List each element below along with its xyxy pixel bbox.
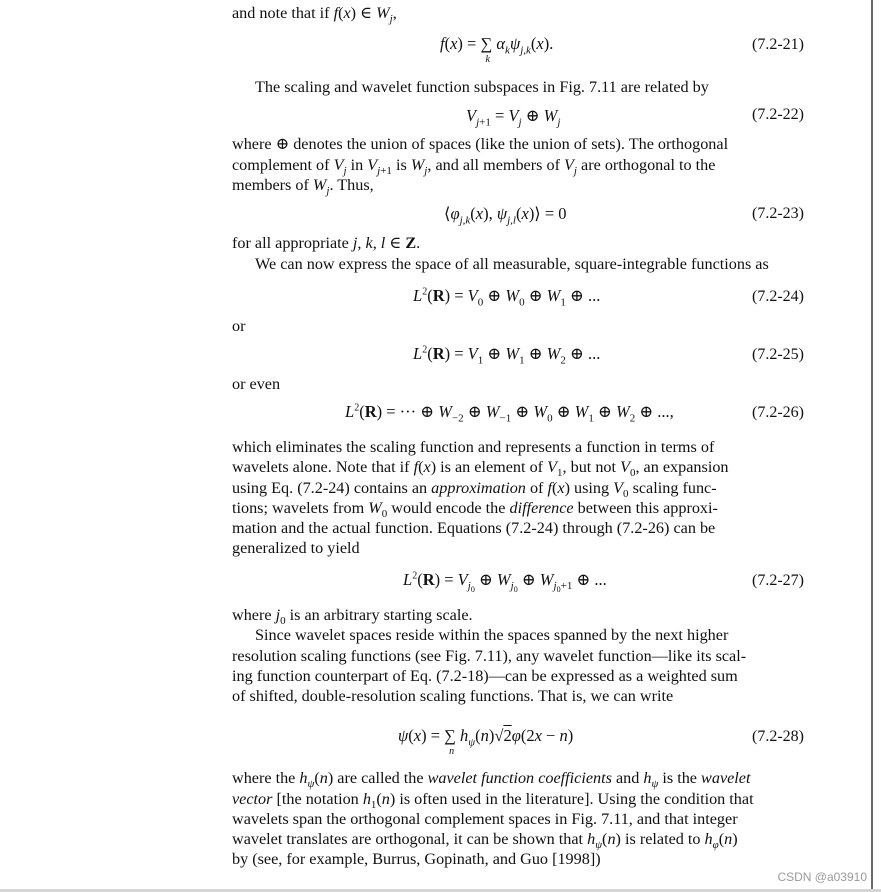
equation-7-2-24: $L^2(R) = V_0$ ⊕ $W_0$ ⊕ $W_1$ ⊕ ...: [413, 286, 601, 309]
text-line: We can now express the space of all measurable, square-integrable functions as: [255, 255, 769, 273]
equation-number: (7.2-25): [752, 346, 804, 363]
equation-number: (7.2-21): [752, 36, 804, 53]
text-line: complement of $V_j$ in $V_{j+1}$ is $W_j$, and all members of $V_j$ are orthogonal to the: [232, 156, 716, 178]
text-line: wavelets span the orthogonal complement spaces in Fig. 7.11, and that integer: [232, 810, 738, 828]
text-line: tions; wavelets from $W_0$ would encode the difference between this approxi-: [232, 499, 718, 521]
equation-7-2-26: $L^2(R)$ = ··· ⊕ $W_{-2}$ ⊕ $W_{-1}$ ⊕ $W_0$ ⊕ $W_1$ ⊕ $W_2$ ⊕ ...,: [345, 402, 674, 425]
text-line: which eliminates the scaling function and represents a function in terms of: [232, 438, 715, 456]
text-line: generalized to yield: [232, 539, 360, 557]
equation-number: (7.2-28): [752, 728, 804, 745]
equation-7-2-23: $⟨\varphi_{j,k}(x)$, $\psi_{j,l}(x)⟩ = 0$: [444, 204, 567, 227]
watermark: CSDN @a03910: [777, 870, 867, 884]
equation-number: (7.2-22): [752, 106, 804, 123]
text-line: Since wavelet spaces reside within the spaces spanned by the next higher: [255, 626, 729, 644]
viewer-border-right: [871, 0, 873, 892]
text-line: and note that if f(x) ∈ $W_j$,: [232, 4, 397, 26]
text-line: The scaling and wavelet function subspaces in Fig. 7.11 are related by: [255, 78, 709, 96]
equation-7-2-25: $L^2(R) = V_1$ ⊕ $W_1$ ⊕ $W_2$ ⊕ ...: [413, 344, 601, 367]
equation-number: (7.2-24): [752, 288, 804, 305]
text-line: wavelets alone. Note that if f(x) is an element of $V_1$, but not $V_0$, an expansion: [232, 458, 729, 480]
text-line: by (see, for example, Burrus, Gopinath, and Guo [1998]): [232, 850, 601, 868]
text-line: where $j_0$ is an arbitrary starting scale.: [232, 606, 473, 628]
text-line: vector [the notation $h_1(n)$ is often used in the literature]. Using the condition that: [232, 790, 754, 812]
text-line: where ⊕ denotes the union of spaces (like the union of sets). The orthogonal: [232, 135, 729, 153]
text-line: ing function counterpart of Eq. (7.2-18)—can be expressed as a weighted sum: [232, 667, 738, 685]
text-line: resolution scaling functions (see Fig. 7.11), any wavelet function—like its scal-: [232, 647, 747, 665]
text-line: using Eq. (7.2-24) contains an approximation of f(x) using $V_0$ scaling func-: [232, 479, 717, 501]
equation-7-2-22: $V_{j+1} = V_j$ ⊕ $W_j$: [466, 106, 561, 129]
text-line: or: [232, 317, 246, 335]
text-line: mation and the actual function. Equations (7.2-24) through (7.2-26) can be: [232, 519, 716, 537]
text-line: members of $W_j$. Thus,: [232, 176, 374, 198]
equation-7-2-28: ψ(x) = ∑ n $h_\psi(n)√2\varphi(2x - n)$: [398, 726, 574, 757]
equation-7-2-21: f(x) = ∑ k $\alpha_k\psi_{j,k}(x)$.: [440, 34, 554, 65]
equation-7-2-27: $L^2(R) = V_{j_0}$ ⊕ $W_{j_0}$ ⊕ $W_{j_0+1}$ ⊕ ...: [403, 570, 607, 595]
text-line: wavelet translates are orthogonal, it can be shown that $h_\psi(n)$ is related to $h_\varphi(n)$: [232, 830, 738, 852]
equation-number: (7.2-23): [752, 205, 804, 222]
text-line: where the $h_\psi(n)$ are called the wavelet function coefficients and $h_\psi$ is the wavelet: [232, 769, 751, 791]
equation-number: (7.2-26): [752, 404, 804, 421]
equation-number: (7.2-27): [752, 572, 804, 589]
text-line: for all appropriate j, k, l ∈ Z.: [232, 234, 421, 252]
text-line: or even: [232, 375, 281, 393]
text-line: of shifted, double-resolution scaling functions. That is, we can write: [232, 687, 674, 705]
